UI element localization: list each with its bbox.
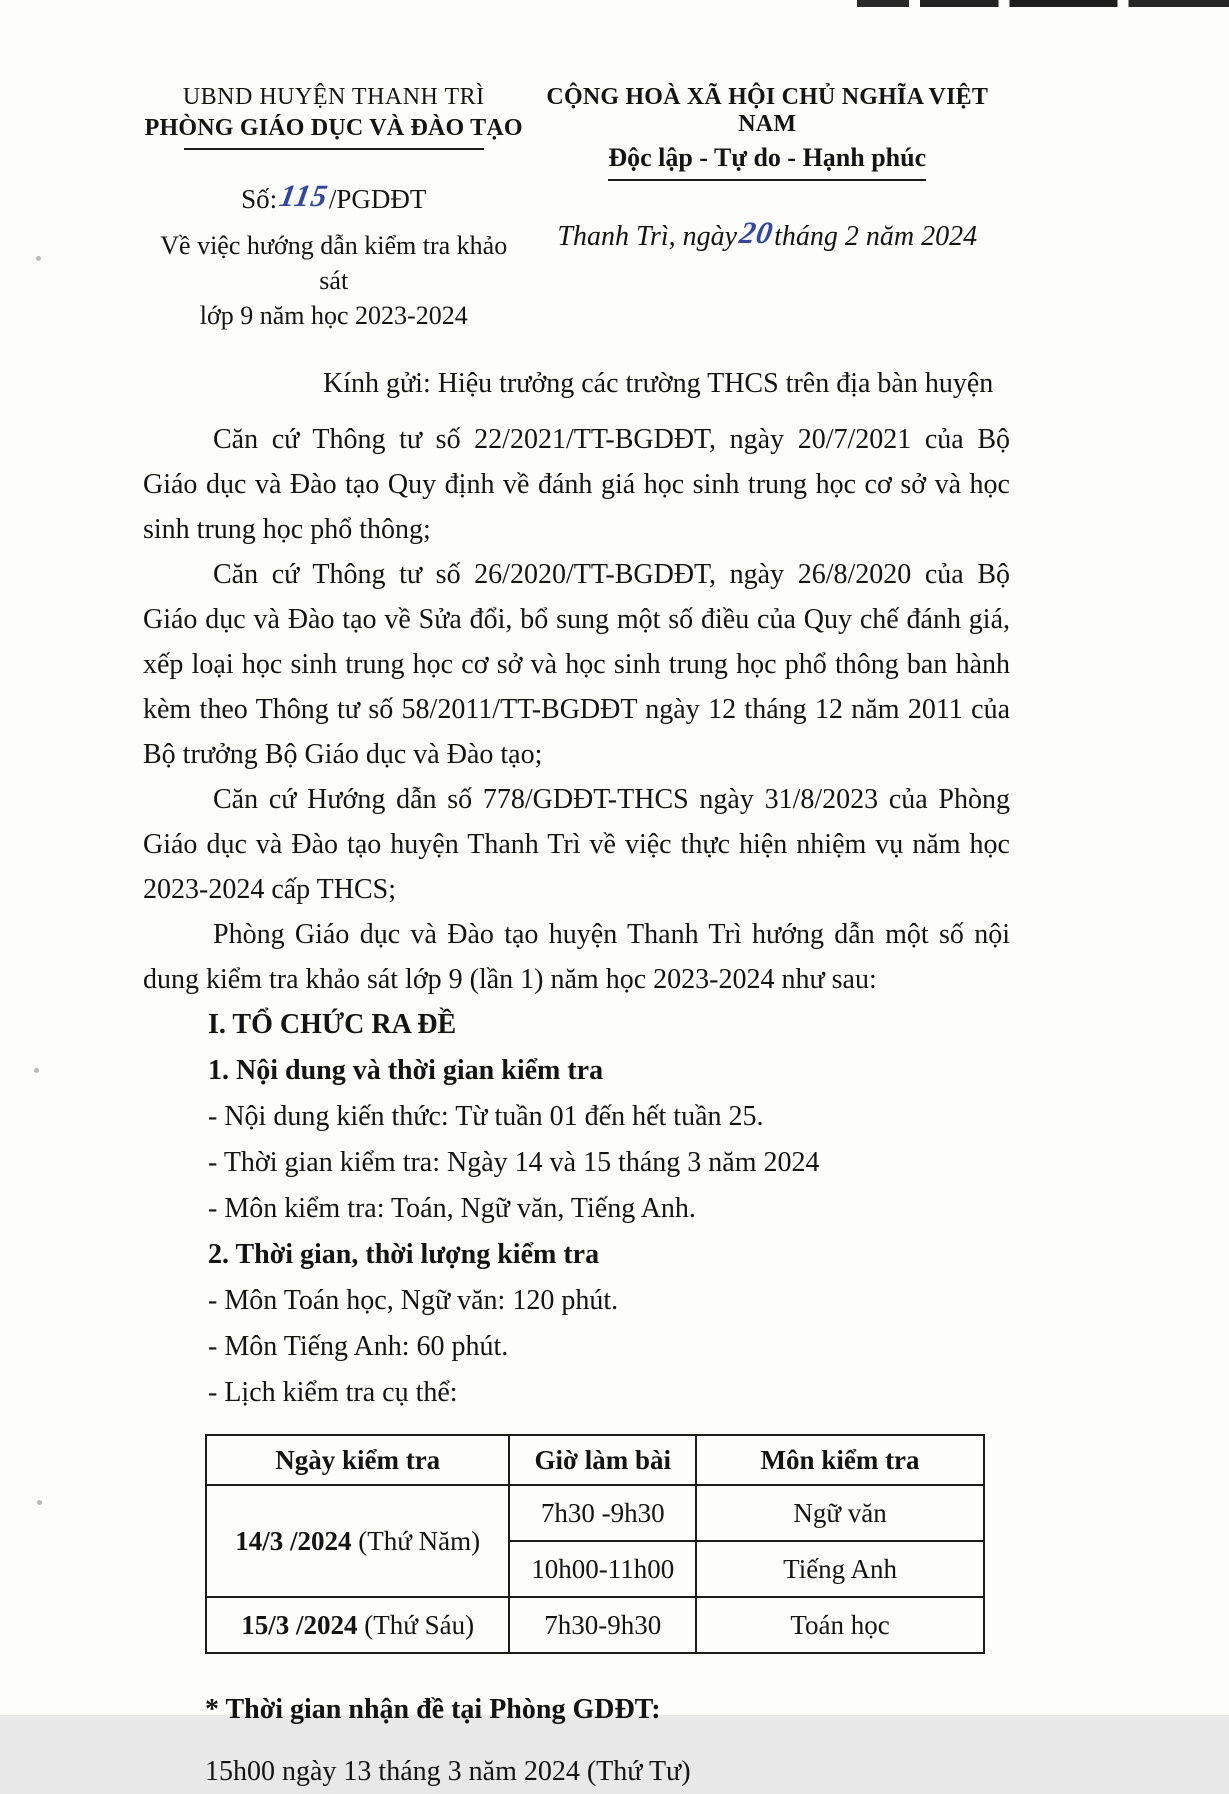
paragraph-legal-basis-1: Căn cứ Thông tư số 22/2021/TT-BGDĐT, ngày 20/7/2021 của Bộ Giáo dục và Đào tạo Quy định về đánh giá học sinh trung học cơ sở và học sinh trung học phổ thông;	[143, 424, 1010, 545]
scan-speck	[34, 1068, 39, 1073]
subsection-1-title: 1. Nội dung và thời gian kiểm tra	[208, 1055, 604, 1086]
note-value: 15h00 ngày 13 tháng 3 năm 2024 (Thứ Tư)	[205, 1756, 691, 1787]
org-parent-name: UBND HUYỆN THANH TRÌ	[182, 84, 485, 110]
list-item: - Lịch kiểm tra cụ thể:	[208, 1377, 458, 1408]
exam-date-cell	[206, 1485, 509, 1597]
scan-speck	[36, 256, 41, 261]
list-item: - Nội dung kiến thức: Từ tuần 01 đến hết tuần 25.	[208, 1101, 764, 1132]
exam-time-cell: 7h30-9h30	[509, 1597, 696, 1653]
salutation-line: Kính gửi: Hiệu trưởng các trường THCS trên địa bàn huyện	[323, 368, 994, 399]
exam-date: 14/3 /2024	[235, 1525, 352, 1556]
date-handwritten: 20	[737, 215, 777, 250]
exam-subject-cell: Tiếng Anh	[696, 1541, 984, 1597]
place-date-suffix: tháng 2 năm 2024	[774, 221, 978, 252]
exam-date-weekday: (Thứ Sáu)	[357, 1609, 475, 1640]
exam-time-cell: 7h30 -9h30	[509, 1485, 696, 1541]
exam-time-cell: 10h00-11h00	[509, 1541, 696, 1597]
issuing-org-block	[143, 84, 524, 333]
list-item: - Thời gian kiểm tra: Ngày 14 và 15 tháng 3 năm 2024	[208, 1147, 820, 1178]
list-item: - Môn Tiếng Anh: 60 phút.	[208, 1331, 509, 1362]
scan-speck	[37, 1500, 42, 1505]
table-row	[206, 1597, 984, 1653]
exam-date-cell	[206, 1597, 509, 1653]
national-title: CỘNG HOÀ XÃ HỘI CHỦ NGHĨA VIỆT NAM	[546, 84, 989, 137]
subject-line-1: Về việc hướng dẫn kiểm tra khảo sát	[160, 231, 508, 295]
column-header-time: Giờ làm bài	[509, 1435, 696, 1485]
doc-number-suffix: /PGDĐT	[328, 184, 427, 214]
paragraph-legal-basis-3: Căn cứ Hướng dẫn số 778/GDĐT-THCS ngày 31/8/2023 của Phòng Giáo dục và Đào tạo huyện Thanh Trì về việc thực hiện nhiệm vụ năm học 2023-2024 cấp THCS;	[143, 784, 1010, 905]
document-body	[143, 359, 1010, 1794]
subsection-2-title: 2. Thời gian, thời lượng kiểm tra	[208, 1239, 600, 1270]
list-item: - Môn Toán học, Ngữ văn: 120 phút.	[208, 1285, 619, 1316]
scan-artifact-bar	[857, 0, 1229, 7]
column-header-subject: Môn kiểm tra	[696, 1435, 984, 1485]
national-header-block	[524, 84, 1010, 333]
list-item: - Môn kiểm tra: Toán, Ngữ văn, Tiếng Anh.	[208, 1193, 696, 1224]
column-header-date: Ngày kiểm tra	[206, 1435, 509, 1485]
motto-underline	[608, 179, 926, 181]
paragraph-legal-basis-2: Căn cứ Thông tư số 26/2020/TT-BGDĐT, ngày 26/8/2020 của Bộ Giáo dục và Đào tạo về Sửa đổi, bổ sung một số điều của Quy chế đánh giá, xếp loại học sinh trung học cơ sở và học sinh trung học phổ thông ban hành kèm theo Thông tư số 58/2011/TT-BGDĐT ngày 12 tháng 12 năm 2011 của Bộ trưởng Bộ Giáo dục và Đào tạo;	[143, 559, 1010, 770]
exam-schedule-table	[205, 1434, 985, 1654]
exam-date-weekday: (Thứ Năm)	[351, 1525, 481, 1556]
national-motto: Độc lập - Tự do - Hạnh phúc	[608, 143, 927, 172]
doc-number-handwritten: 115	[277, 178, 332, 213]
document-header	[143, 84, 1010, 333]
subject-line-2: lớp 9 năm học 2023-2024	[199, 301, 468, 330]
org-name: PHÒNG GIÁO DỤC VÀ ĐÀO TẠO	[144, 115, 523, 141]
place-date-line	[524, 217, 1010, 253]
exam-subject-cell: Ngữ văn	[696, 1485, 984, 1541]
doc-number-label: Số:	[241, 184, 278, 214]
place-date-prefix: Thanh Trì, ngày	[557, 221, 738, 252]
exam-subject-cell: Toán học	[696, 1597, 984, 1653]
note-title: * Thời gian nhận đề tại Phòng GDĐT:	[205, 1694, 661, 1725]
exam-date: 15/3 /2024	[241, 1609, 358, 1640]
table-header-row	[206, 1435, 984, 1485]
table-row	[206, 1485, 984, 1541]
document-subject	[143, 228, 524, 333]
org-underline	[184, 148, 484, 150]
document-number	[143, 180, 524, 216]
section-heading-1: I. TỔ CHỨC RA ĐỀ	[208, 1009, 457, 1040]
paragraph-intro: Phòng Giáo dục và Đào tạo huyện Thanh Trì hướng dẫn một số nội dung kiểm tra khảo sát lớp 9 (lần 1) năm học 2023-2024 như sau:	[143, 919, 1010, 995]
